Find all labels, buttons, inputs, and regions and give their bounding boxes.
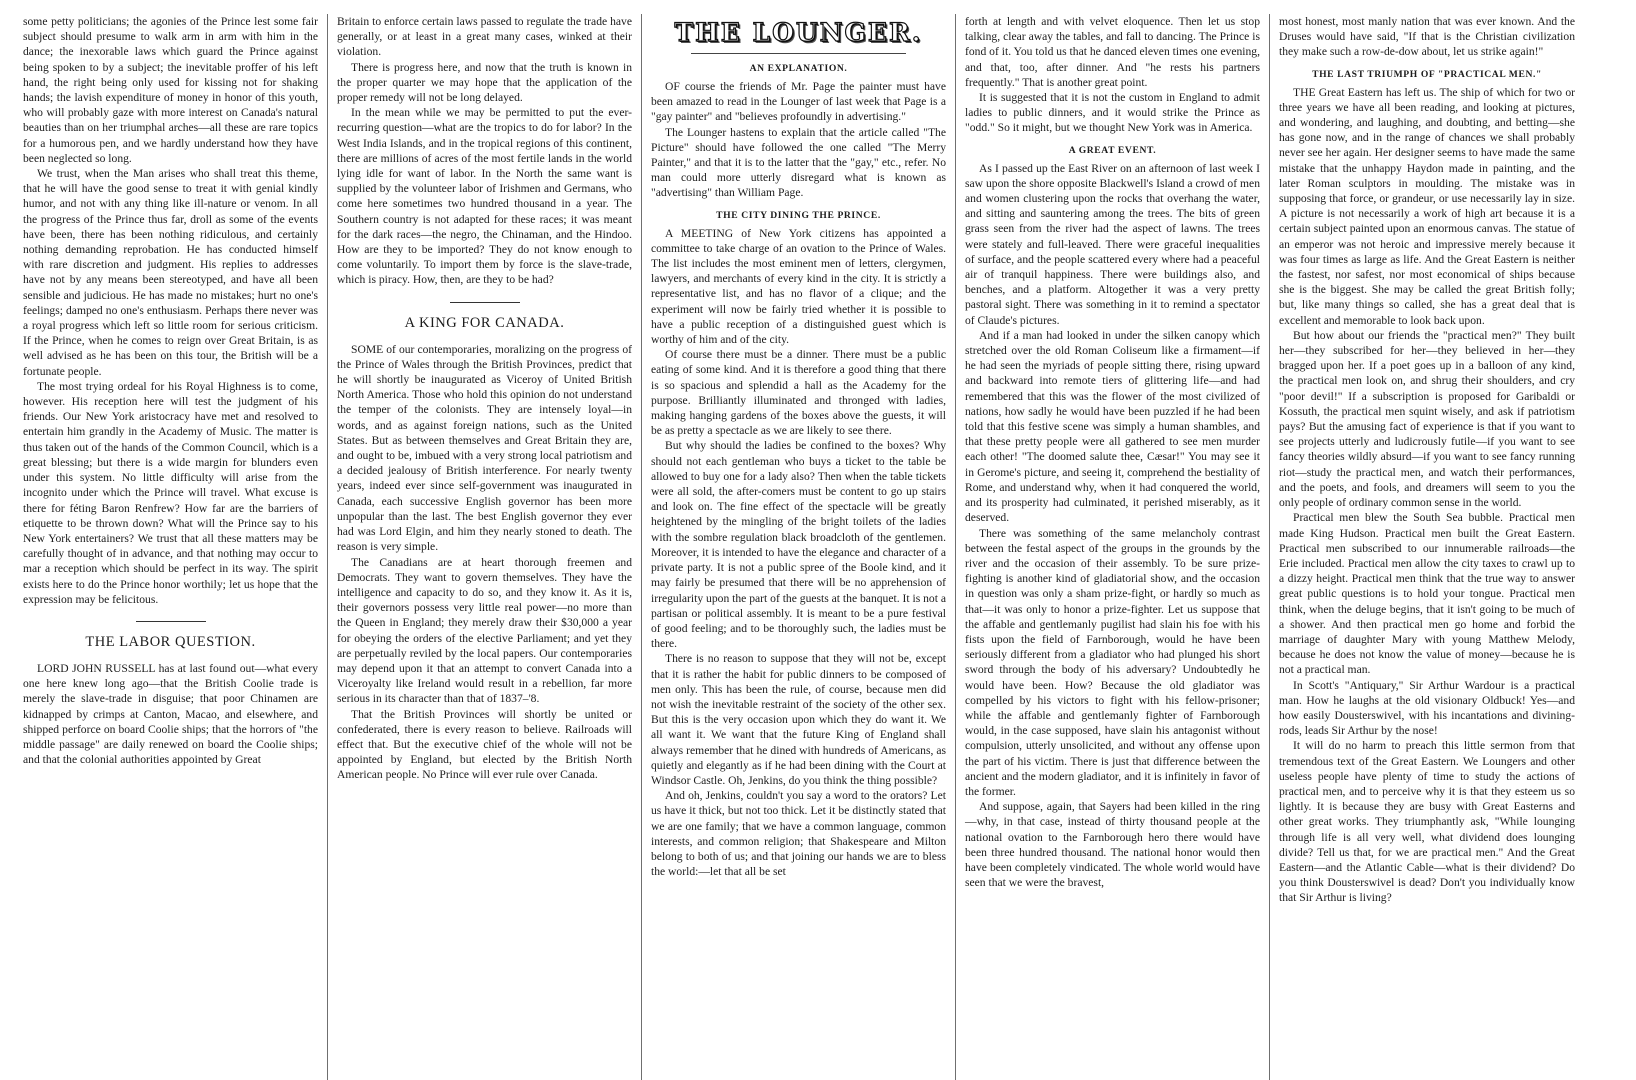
paragraph: The Lounger hastens to explain that the article called "The Picture" should have followed the one called "The Merry Painter," and that it is to the latter that the "gay," etc., refer. No man could more utterly disregard what is known as "advertising" than William Page.	[651, 125, 946, 200]
paragraph: Of course there must be a dinner. There must be a public eating of some kind. And it is therefore a good thing that there is so spacious and splendid a hall as the Academy for the purpose. Brilliantly illuminated and thronged with ladies, making hanging gardens of the boxes above the guests, it will be as pretty a spectacle as we are likely to see there.	[651, 348, 946, 438]
paragraph: That the British Provinces will shortly be united or confederated, there is every reason to believe. Railroads will effect that. But the executive chief of the whole will not be appointed by England, but elected by the British North American people. No Prince will ever rule over Canada.	[337, 707, 632, 782]
paragraph: There is no reason to suppose that they will not be, except that it is rather the habit for public dinners to be composed of men only. This has been the rule, of course, because men did not wish the inevitable restraint of the society of the other sex. But this is the very occasion upon which they do want it. We all want it. We want that the future King of England shall always remember that he dined with hundreds of Americans, as quietly and elegantly as if he had been dining with the Court at Windsor Castle. Oh, Jenkins, do you think the thing possible?	[651, 652, 946, 787]
subsection-heading: THE CITY DINING THE PRINCE.	[716, 209, 881, 221]
subsection-heading: THE LAST TRIUMPH OF "PRACTICAL MEN."	[1312, 68, 1542, 80]
paragraph: A MEETING of New York citizens has appointed a committee to take charge of an ovation to the Prince of Wales. The list includes the most eminent men of letters, clergymen, lawyers, and merchants of every kind in the city. It is strictly a representative list, and has no flavor of a clique; and the experiment will now be fairly tried whether it is possible to have a public reception of a distinguished guest which is worthy of him and of the city.	[651, 226, 946, 347]
paragraph: But why should the ladies be confined to the boxes? Why should not each gentleman who buys a ticket to the table be allowed to buy one for a lady also? Then when the table tickets were all sold, the after-comers must be content to go up stairs and look on. The fine effect of the spectacle will be greatly heightened by the mingling of the bright toilets of the ladies with the sombre regulation black broadcloth of the gentlemen. Moreover, it is intended to have the elegance and character of a private party. It is not a public spree of the Boole kind, and it may fairly be presumed that there will be no apprehension of irregularity upon the part of the guests at the banquet. It is not a partisan or political assembly. It is meant to be a pure festival of good feeling; and to be thoroughly such, the ladies must be there.	[651, 439, 946, 651]
paragraph: In the mean while we may be permitted to put the ever-recurring question—what are the tropics to do for labor? In the West India Islands, and in the tropical regions of this continent, there are millions of acres of the most fertile lands in the world lying idle for want of labor. In the North the same want is supplied by the volunteer labor of Irishmen and Germans, who come here sometimes two hundred thousand in a year. The Southern country is not adapted for these races; it was meant for the dark races—the negro, the Chinaman, and the Hindoo. How are they to be imported? They do not know enough to come voluntarily. To import them by force is the slave-trade, which is piracy. How, then, are they to be had?	[337, 106, 632, 287]
paragraph: In Scott's "Antiquary," Sir Arthur Wardour is a practical man. How he laughs at the old visionary Oldbuck! Yes—and how easily Dousterswivel, with his incantations and divining-rods, leads Sir Arthur by the nose!	[1279, 678, 1575, 738]
subsection-heading: AN EXPLANATION.	[749, 63, 848, 74]
section-heading: THE LABOR QUESTION.	[23, 621, 318, 651]
paragraph: SOME of our contemporaries, moralizing on the progress of the Prince of Wales through the British Provinces, predict that he will shortly be inaugurated as Viceroy of United British North America. Those who hold this opinion do not understand the temper of the colonists. They are intensely loyal—in words, and as against foreign nations, such as the United States. But as between themselves and Great Britain they are, and ought to be, imbued with a very strong local patriotism and a decided jealousy of British interference. For nearly twenty years, indeed ever since self-government was inaugurated in Canada, each successive English governor has been more unpopular than the last. The best English governor they ever had was Lord Elgin, and him they nearly stoned to death. The reason is very simple.	[337, 342, 632, 554]
paragraph: And suppose, again, that Sayers had been killed in the ring—why, in that case, instead of thirty thousand people at the national ovation to the Farnborough hero there would have been three hundred thousand. The national honor would then have been completely vindicated. The whole world would have seen that we were the bravest,	[965, 800, 1260, 890]
masthead-rule	[691, 53, 906, 54]
column-2	[328, 14, 642, 1080]
paragraph: The Canadians are at heart thorough freemen and Democrats. They want to govern themselves. They have the intelligence and capacity to do so, and they know it. As it is, their governors possess very little real power—no more than the Queen in England; they merely draw their $30,000 a year for obeying the orders of the elective Parliament; and yet they are perpetually reviled by the local papers. Our contemporaries may depend upon it that an attempt to convert Canada into a Viceroyalty like Ireland would result in a rebellion, far more serious in its character than that of 1837–'8.	[337, 555, 632, 706]
paragraph: There is progress here, and now that the truth is known in the proper quarter we may hope that the application of the proper remedy will not be long delayed.	[337, 60, 632, 105]
paragraph: As I passed up the East River on an afternoon of last week I saw upon the shore opposite Blackwell's Island a crowd of men and women clustering upon the rocks that overhang the water, and sitting and sauntering among the trees. The bits of green grass seen from the river had the aspect of lawns. The trees were stately and full-leaved. There were graceful inequalities of surface, and the people scattered every where had a peaceful air of tranquil happiness. There were buildings also, and benches, and a platform. Altogether it was a very pretty pastoral sight. There was something in it to remind a spectator of Claude's pictures.	[965, 161, 1260, 327]
paragraph: And if a man had looked in under the silken canopy which stretched over the old Roman Coliseum like a firmament—if he had seen the myriads of people sitting there, rising upward and backward into remote tiers of glittering life—and had remembered that this was the flower of the most civilized of nations, how sadly he would have been puzzled if he had been told that this festive scene was simply a human shambles, and that these pretty people were all gathered to see men murder each other! "The doomed salute thee, Cæsar!" You may see it in Gerome's picture, and seeing it, comprehend the bestiality of Rome, and understand why, when it had conquered the world, and its prosperity had culminated, it perished miserably, as it deserved.	[965, 328, 1260, 525]
paragraph: It will do no harm to preach this little sermon from that tremendous text of the Great Eastern. We Loungers and other useless people have plenty of time to study the actions of practical men, and to perceive why it is that they esteem us so lightly. It is because they are busy with Great Easterns and other great works. They triumphantly ask, "While lounging through life is all very well, what dividend does lounging divide? Tell us that, for we are practical men." And the Great Eastern—and the Atlantic Cable—what is their dividend? Do you think Dousterswivel is dead? Don't you individually know that Sir Arthur is living?	[1279, 739, 1575, 905]
paragraph: The most trying ordeal for his Royal Highness is to come, however. His reception here will test the judgment of his friends. Our New York aristocracy have met and resolved to entertain him grandly in the Academy of Music. The matter is thus taken out of the hands of the Common Council, which is a great blessing; but there is a wide margin for blunders even under this system. No little difficulty will arise from the incognito under which the Prince will travel. What excuse is there for féting Baron Renfrew? How far are the barriers of etiquette to be thrown down? What will the Prince say to his New York entertainers? We trust that all these matters may be carefully thought of in advance, and that nothing may occur to mar a reception which should be perfect in its way. The spirit exists here to do the Prince honor worthily; let us hope that the expression may be felicitous.	[23, 379, 318, 606]
masthead-title: THE LOUNGER.	[674, 18, 923, 47]
paragraph: LORD JOHN RUSSELL has at last found out—what every one here knew long ago—that the British Coolie trade is merely the slave-trade in disguise; that poor Chinamen are kidnapped by crimps at Canton, Macao, and elsewhere, and shipped perforce on board Coolie ships; that the horrors of "the middle passage" are daily renewed on board the Coolie ships; and that the colonial authorities appointed by Great	[23, 661, 318, 767]
paragraph: We trust, when the Man arises who shall treat this theme, that he will have the good sense to treat it with genial kindly humor, and not with any thing like ill-nature or venom. In all the progress of the Prince thus far, droll as some of the events have been, there has been nothing ridiculous, and certainly nothing demanding reprobation. He has conducted himself with rare discretion and judgment. His replies to addresses have not by any means been stereotyped, and have all been sensible and judicious. He has made no mistakes; hurt no one's feelings; damped no one's enthusiasm. Perhaps there never was a royal progress which left so little room for serious criticism. If the Prince, when he comes to reign over Great Britain, is as well advised as he has been on this tour, the British will be a fortunate people.	[23, 167, 318, 378]
paragraph: There was something of the same melancholy contrast between the festal aspect of the groups in the grounds by the river and the occasion of their assembly. To be sure prize-fighting is another kind of gladiatorial show, and the occasion in question was only a sham prize-fight, or hardly so much as that—it was only to honor a prize-fighter. Let us suppose that the affable and gentlemanly pugilist had slain his foe with his fists upon the field of Farnborough, would he have been seriously different from a gladiator who had plunged his short sword through the body of his adversary? Undoubtedly he would have been. How? Because the old gladiator was compelled by his victors to fight with his fellow-prisoner; while the affable and gentlemanly fighter of Farnborough would, in the case supposed, have slain his antagonist without compulsion, utterly unsolicited, and without any offense upon the part of his victim. There is just that difference between the ancient and the modern gladiator, and it is infinitely in favor of the former.	[965, 526, 1260, 798]
column-5	[1270, 14, 1584, 1080]
paragraph: some petty politicians; the agonies of the Prince lest some fair subject should presume to walk arm in arm with him in the dance; the inexorable laws which guard the Prince against being spoken to by a subject; the inevitable proffer of his left hand, the right being only used for kissing not for shaking hands; the lavish expenditure of money in honor of this youth, who will probably gaze with more interest on Canada's natural beauties than on her triumphal arches—all these are rare topics for a humorous pen, and we hardly understand how they have been neglected so long.	[23, 15, 318, 165]
paragraph: OF course the friends of Mr. Page the painter must have been amazed to read in the Lounger of last week that Page is a "gay painter" and "believes profoundly in advertising."	[651, 80, 946, 124]
paragraph: And oh, Jenkins, couldn't you say a word to the orators? Let us have it thick, but not too thick. Let it be distinctly stated that we are one family; that we have a common language, common interests, and common religion; that Shakespeare and Milton belong to both of us; and that joining our hands we are to bless the world:—let that all be set	[651, 789, 946, 879]
column-3	[642, 14, 956, 1080]
column-1	[14, 14, 328, 1080]
paragraph: It is suggested that it is not the custom in England to admit ladies to public dinners, and it would strike the Prince as "odd." So it might, but we thought New York was in America.	[965, 91, 1260, 135]
paragraph: Practical men blew the South Sea bubble. Practical men made King Hudson. Practical men built the Great Eastern. Practical men subscribed to our innumerable railroads—the Erie included. Practical men allow the city taxes to crawl up to a dizzy height. Practical men think that the true way to answer great public questions is to hold your tongue. Practical men think, when the deluge begins, that it isn't going to be much of a shower. And then practical men go home and forbid the marriage of daughter Mary with young Matthew Melody, because he does not know the value of money—because he is not a practical man.	[1279, 511, 1575, 677]
subsection-heading: A GREAT EVENT.	[1068, 144, 1157, 156]
paragraph: Britain to enforce certain laws passed to regulate the trade have generally, or at least in a great many cases, winked at their violation.	[337, 15, 632, 59]
section-heading: A KING FOR CANADA.	[337, 302, 632, 332]
column-4	[956, 14, 1270, 1080]
paragraph: But how about our friends the "practical men?" They built her—they subscribed for her—they believed in her—they bragged upon her. If a poet goes up in a balloon of any kind, the practical men look on, and shrug their shoulders, and cry "poor devil!" If a subscription is proposed for Garibaldi or Kossuth, the practical men squint wisely, and ask if patriotism pays? But the amusing fact of experience is that if you want to see projects utterly and ludicrously futile—if you want to see fancy theories wildly absurd—if you want to see fancy running riot—study the practical men, and watch their performances, and the poets, and fools, and dreamers will seem to you the only people of ordinary common sense in the world.	[1279, 328, 1575, 510]
paragraph: most honest, most manly nation that was ever known. And the Druses would have said, "If that is the Christian civilization they make such a row-de-dow about, let us strike again!"	[1279, 15, 1575, 59]
paragraph: THE Great Eastern has left us. The ship of which for two or three years we have all been reading, and looking at pictures, and wondering, and laughing, and doubting, and betting—she has gone now, and in the range of chances we shall probably never see her again. Her designer seems to have made the same mistake that the unhappy Haydon made in painting, and the later Roman sculptors in moulding. The mistake was in supposing that force, or grandeur, or use necessarily lay in size. A picture is not necessarily a work of high art because it is a certain subject painted upon an enormous canvas. The statue of an emperor was not heroic and impressive merely because it was four times as large as life. And the Great Eastern is neither the fastest, nor safest, nor most economical of ships because she is the biggest. She may be called the great British folly; but, like many things so called, she has a great deal that is excellent and memorable to look back upon.	[1279, 85, 1575, 327]
paragraph: forth at length and with velvet eloquence. Then let us stop talking, clear away the tables, and fall to dancing. The Prince is fond of it. You told us that he danced eleven times one evening, and that, too, after dinner. And "he rests his partners frequently." That is another great point.	[965, 15, 1260, 89]
